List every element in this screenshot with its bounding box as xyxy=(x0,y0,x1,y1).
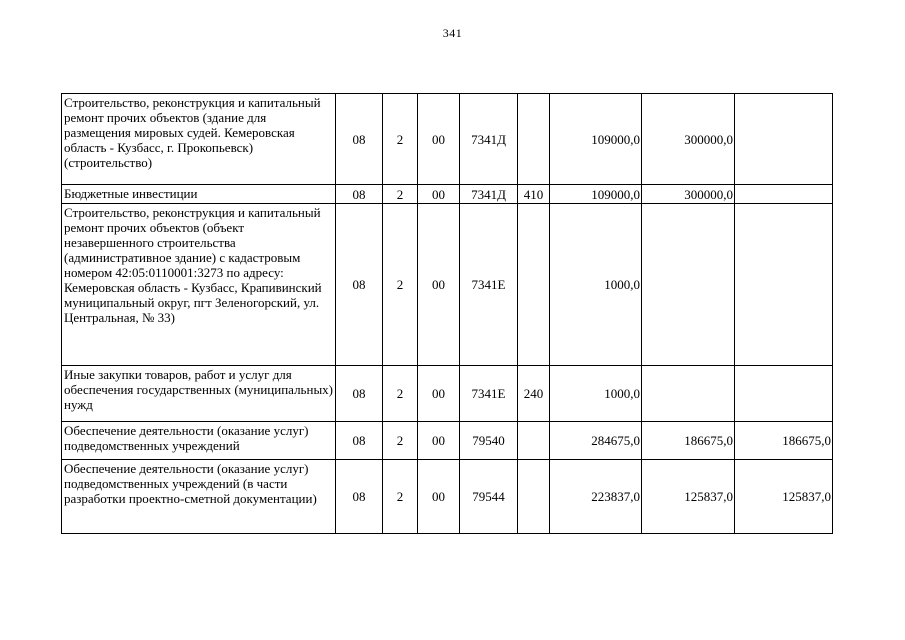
amount-year3-cell xyxy=(735,366,833,422)
row-name-cell: Строительство, реконструкция и капитальный ремонт прочих объектов (здание для размещения мировых судей. Кемеровская область - Кузбасс, г. Прокопьевск) (строительство) xyxy=(62,94,336,185)
section-code-cell: 08 xyxy=(336,366,383,422)
amount-year1-cell: 1000,0 xyxy=(550,204,642,366)
amount-year1-cell: 109000,0 xyxy=(550,94,642,185)
amount-year2-cell: 186675,0 xyxy=(642,422,735,460)
amount-year1-cell: 1000,0 xyxy=(550,366,642,422)
amount-year3-cell xyxy=(735,204,833,366)
target-article-part1-cell: 00 xyxy=(418,185,460,204)
page-number: 341 xyxy=(442,26,463,40)
amount-year1-cell: 109000,0 xyxy=(550,185,642,204)
subsection-code-cell: 2 xyxy=(383,94,418,185)
target-article-part2-cell: 7341Д xyxy=(460,185,518,204)
section-code-cell: 08 xyxy=(336,204,383,366)
expense-type-cell: 240 xyxy=(518,366,550,422)
target-article-part1-cell: 00 xyxy=(418,460,460,534)
table-row xyxy=(62,94,833,185)
row-name-cell: Строительство, реконструкция и капитальный ремонт прочих объектов (объект незавершенного строительства (административное здание) с кадастровым номером 42:05:0110001:3273 по адресу: Кемеровская область - Кузбасс, Крапивинский муниципальный округ, пгт Зеленогорский, ул. Центральная, № 33) xyxy=(62,204,336,366)
amount-year2-cell: 300000,0 xyxy=(642,185,735,204)
subsection-code-cell: 2 xyxy=(383,422,418,460)
target-article-part2-cell: 7341Е xyxy=(460,366,518,422)
row-name-cell: Иные закупки товаров, работ и услуг для обеспечения государственных (муниципальных) нужд xyxy=(62,366,336,422)
target-article-part1-cell: 00 xyxy=(418,422,460,460)
expense-type-cell: 410 xyxy=(518,185,550,204)
subsection-code-cell: 2 xyxy=(383,366,418,422)
expense-type-cell xyxy=(518,204,550,366)
target-article-part2-cell: 79540 xyxy=(460,422,518,460)
table-row xyxy=(62,204,833,366)
expense-type-cell xyxy=(518,422,550,460)
table-row xyxy=(62,460,833,534)
subsection-code-cell: 2 xyxy=(383,460,418,534)
row-name-cell: Бюджетные инвестиции xyxy=(62,185,336,204)
section-code-cell: 08 xyxy=(336,94,383,185)
table-row xyxy=(62,422,833,460)
target-article-part2-cell: 7341Е xyxy=(460,204,518,366)
section-code-cell: 08 xyxy=(336,185,383,204)
table-row xyxy=(62,366,833,422)
subsection-code-cell: 2 xyxy=(383,204,418,366)
target-article-part1-cell: 00 xyxy=(418,94,460,185)
amount-year2-cell xyxy=(642,366,735,422)
amount-year1-cell: 223837,0 xyxy=(550,460,642,534)
amount-year3-cell: 186675,0 xyxy=(735,422,833,460)
row-name-cell: Обеспечение деятельности (оказание услуг) подведомственных учреждений (в части разработки проектно-сметной документации) xyxy=(62,460,336,534)
target-article-part1-cell: 00 xyxy=(418,366,460,422)
target-article-part2-cell: 79544 xyxy=(460,460,518,534)
amount-year3-cell xyxy=(735,94,833,185)
subsection-code-cell: 2 xyxy=(383,185,418,204)
section-code-cell: 08 xyxy=(336,422,383,460)
expense-type-cell xyxy=(518,94,550,185)
amount-year3-cell: 125837,0 xyxy=(735,460,833,534)
amount-year2-cell: 125837,0 xyxy=(642,460,735,534)
budget-table xyxy=(61,93,833,534)
row-name-cell: Обеспечение деятельности (оказание услуг) подведомственных учреждений xyxy=(62,422,336,460)
amount-year2-cell xyxy=(642,204,735,366)
section-code-cell: 08 xyxy=(336,460,383,534)
amount-year1-cell: 284675,0 xyxy=(550,422,642,460)
amount-year3-cell xyxy=(735,185,833,204)
target-article-part1-cell: 00 xyxy=(418,204,460,366)
expense-type-cell xyxy=(518,460,550,534)
target-article-part2-cell: 7341Д xyxy=(460,94,518,185)
amount-year2-cell: 300000,0 xyxy=(642,94,735,185)
table-row xyxy=(62,185,833,204)
